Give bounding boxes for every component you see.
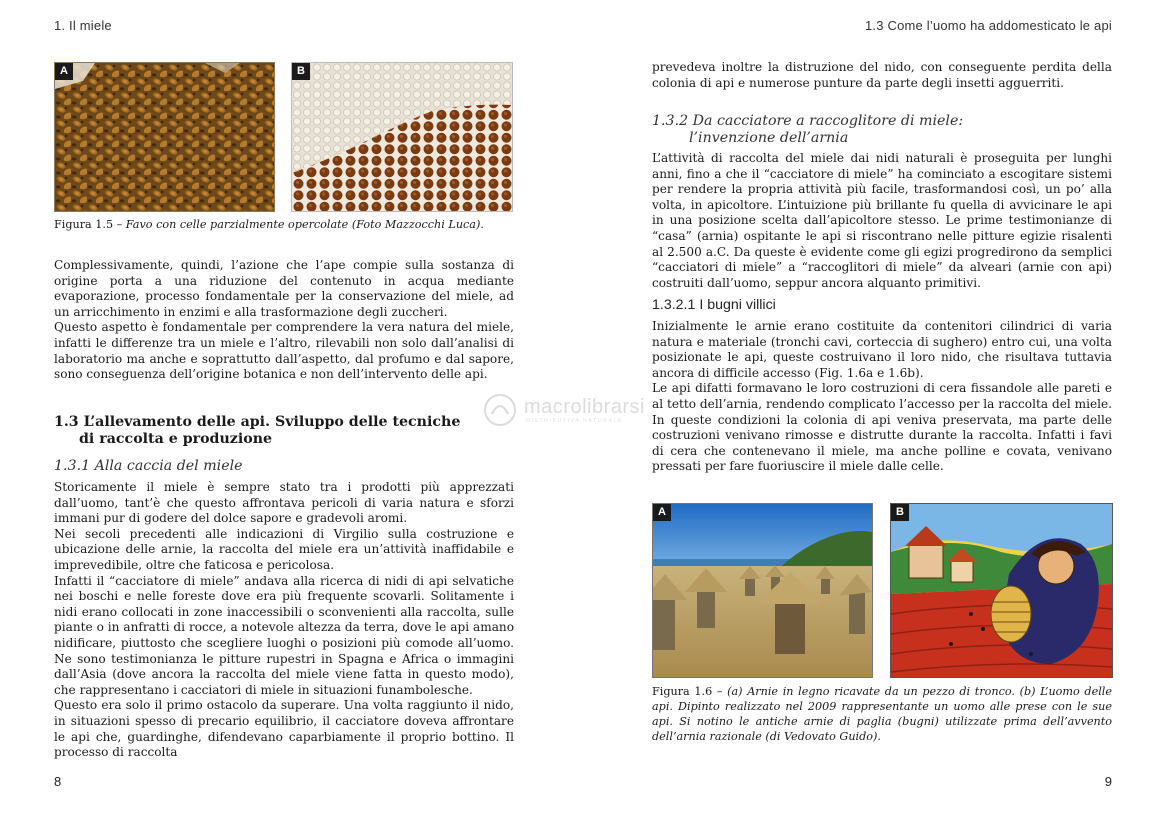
subsubsection-heading-1-3-2-1 — [652, 297, 1112, 314]
paragraph: Infatti il “cacciatore di miele” andava alla ricerca di nidi di api selvatiche nei boschi e nelle foreste dove era più frequente scovarli. Solitamente i nidi erano collocati in zone inaccessibili o sconvenienti alla raccolta, sulle piante o in anfratti di rocce, a notevole altezza da terra, dove le api amano nidificare, piuttosto che scegliere luoghi o posizioni più comode all’uomo. Ne sono testimonianza le pitture rupestri in Spagna e Africa o immagini dall’Asia (dove ancora la raccolta del miele viene fatta in questo modo), che rappresentano i cacciatori di miele in situazioni funambolesche. — [54, 573, 514, 697]
paragraph: Questo aspetto è fondamentale per comprendere la vera natura del miele, infatti le differenze tra un miele e l’altro, rilevabili non solo dall’analisi di laboratorio ma anche e soprattutto dall’aspetto, dal profumo e dal sapore, sono conseguenza dell’origine botanica e non dell’intervento delle api. — [54, 320, 514, 382]
figure-1-5-number: Figura 1.5 – — [54, 218, 126, 231]
subsection-title: 1.3.1 Alla caccia del miele — [54, 458, 243, 474]
figure-1-6-text: (a) Arnie in legno ricavate da un pezzo di tronco. (b) L’uomo delle api. Dipinto realizzato nel 2009 rappresentante un uomo alle prese con le sue api. Si notino le antiche arnie di paglia (bugni) utilizzate prima dell’avvento dell’arnia razionale (di Vedovato Guido). — [652, 685, 1112, 743]
paragraph: Questo era solo il primo ostacolo da superare. Una volta raggiunto il nido, in situazioni spesso di precario equilibrio, il cacciatore doveva affrontare le api che, guardinghe, difendevano caparbiamente il proprio bottino. Il processo di raccolta — [54, 698, 514, 760]
right-page — [582, 0, 1164, 824]
honeycomb-image — [292, 63, 512, 211]
figure-1-6-photo-a — [652, 503, 873, 678]
figure-1-6-number: Figura 1.6 – — [652, 685, 728, 698]
paragraph: prevedeva inoltre la distruzione del nido, con conseguente perdita della colonia di api e numerose punture da parte degli insetti agguerriti. — [652, 60, 1112, 90]
paragraph: Inizialmente le arnie erano costituite da contenitori cilindrici di varia natura e materiale (tronchi cavi, corteccia di sughero) entro cui, una volta posizionate le api, queste costruivano il loro nido, che risultava tuttavia ancora di difficile accesso (Fig. 1.6a e 1.6b). — [652, 319, 1112, 380]
figure-1-5-badge-b: B — [292, 63, 310, 80]
watermark-text: macrolibrarsi — [524, 396, 645, 418]
figure-1-6-photo-b — [890, 503, 1113, 678]
text-1-3-2 — [652, 151, 1112, 291]
figure-1-6-caption — [652, 684, 1112, 744]
figure-1-5-photo-b — [291, 62, 513, 212]
watermark-subtext: DISTRIBUTIVA NATURALE — [526, 418, 624, 424]
bee-man-painting-image — [891, 504, 1112, 677]
intro-text — [54, 258, 514, 383]
page-number-left: 8 — [54, 774, 62, 789]
figure-1-5-text: Favo con celle parzialmente opercolate (Foto Mazzocchi Luca). — [125, 218, 484, 231]
page-number-right: 9 — [1104, 774, 1112, 789]
running-head-right: 1.3 Come l’uomo ha addomesticato le api — [865, 18, 1112, 33]
figure-1-5-caption — [54, 217, 514, 232]
running-head-left: 1. Il miele — [54, 18, 112, 33]
continuation-text — [652, 60, 1112, 91]
figure-1-6-badge-a: A — [653, 504, 671, 521]
paragraph: Le api difatti formavano le loro costruzioni di cera fissandole alle pareti e al tetto dell’arnia, rendendo complicato l’accesso per la raccolta del miele. In queste condizioni la colonia di api veniva preservata, ma parte delle costruzioni venivano rimosse e distrutte durante la raccolta. Infatti i favi di cera che contenevano il miele, ma anche polline e covata, venivano pressati per fare fuoriuscire il miele dalle celle. — [652, 381, 1112, 474]
figure-1-6-badge-b: B — [891, 504, 909, 521]
paragraph: L’attività di raccolta del miele dai nidi naturali è proseguita per lunghi anni, fino a che il “cacciatore di miele” ha cominciato a escogitare sistemi per rendere la propria attività più facile, trasformandosi così, un po’ alla volta, in apicoltore. L’intuizione più brillante fu quella di avvicinare le api in una posizione scelta dall’apicoltore stesso. Le prime testimonianze di “casa” (arnia) ospitante le api si riscontrano nelle pitture egizie risalenti al 2.500 a.C. Da queste è evidente come gli egizi progredirono da semplici “cacciatori di miele” a “raccoglitori di miele” da alveari (arnie con api) costruiti dall’uomo, seppur ancora alquanto primitivi. — [652, 151, 1112, 290]
section-heading-line-1: 1.3 L’allevamento delle api. Sviluppo delle tecniche — [54, 414, 461, 430]
figure-1-5-photo-a — [54, 62, 275, 212]
figure-1-5-badge-a: A — [55, 63, 73, 80]
subsection-heading-1-3-2 — [652, 113, 1112, 147]
paragraph: Complessivamente, quindi, l’azione che l’ape compie sulla sostanza di origine porta a una riduzione del contenuto in acqua mediante evaporazione, processo fondamentale per la conservazione del miele, ad un arricchimento in enzimi e alla trasformazione degli zuccheri. — [54, 258, 514, 319]
subsection-heading-line-1: 1.3.2 Da cacciatore a raccoglitore di miele: — [652, 113, 964, 129]
subsection-heading-1-3-1 — [54, 458, 514, 475]
section-heading-1-3 — [54, 414, 514, 448]
subsubsection-title: 1.3.2.1 I bugni villici — [652, 297, 776, 313]
bees-on-comb-image — [55, 63, 274, 211]
subsection-heading-line-2: l’invenzione dell’arnia — [689, 130, 849, 146]
text-1-3-2-1 — [652, 319, 1112, 475]
paragraph: Storicamente il miele è sempre stato tra i prodotti più apprezzati dall’uomo, tant’è che questo affrontava pericoli di varia natura e sforzi immani pur di godere del dolce sapore e gradevoli aromi. — [54, 480, 514, 526]
main-text-left — [54, 480, 514, 761]
paragraph: Nei secoli precedenti alle indicazioni di Virgilio sulla costruzione e ubicazione delle arnie, la raccolta del miele era un’attività inaffidabile e imprevedibile, oltre che faticosa e pericolosa. — [54, 526, 514, 572]
section-heading-line-2: di raccolta e produzione — [79, 431, 273, 447]
log-hives-image — [653, 504, 872, 677]
